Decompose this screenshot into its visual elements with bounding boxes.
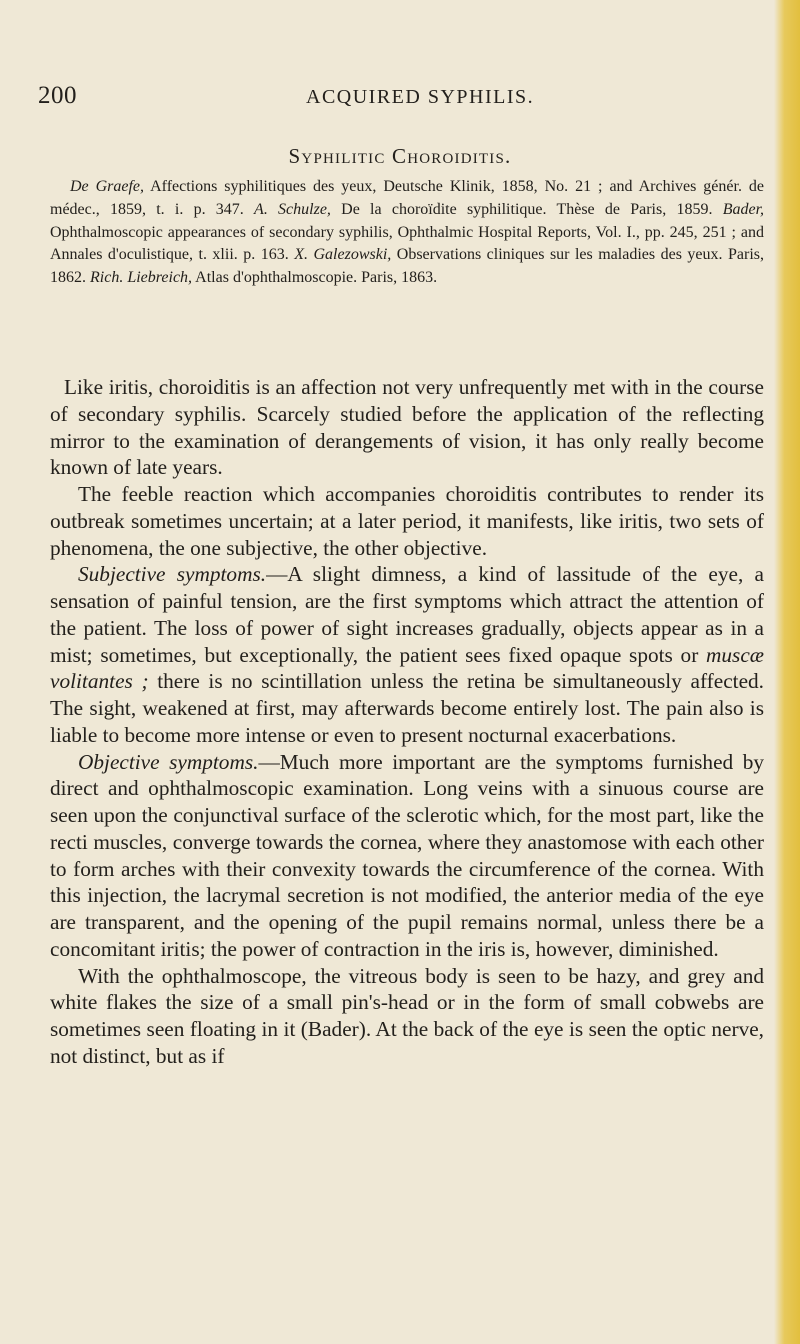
paragraph-text: The feeble reaction which accompanies choroiditis contributes to render its outbreak sometimes uncertain; at a later period, it manifests, like iritis, two sets of phenomena, the one subjective, the other objective.	[50, 482, 764, 560]
body-text	[50, 374, 764, 1070]
paragraph-ophthalmoscope	[50, 963, 764, 1070]
subheading-objective: Objective symptoms.	[78, 749, 259, 774]
bib-author: A. Schulze,	[254, 200, 331, 218]
bib-text: De la choroïdite syphilitique. Thèse de Paris, 1859.	[330, 200, 723, 218]
bib-text: Observations cliniques sur les maladies des yeux. Paris, 1862.	[50, 246, 765, 287]
paragraph-text: there is no scintillation unless the retina be simultaneously affected. The sight, weakened at first, may afterwards become entirely lost. The pain also is liable to become more intense or even to present nocturnal exacerbations.	[50, 669, 764, 747]
paragraph-objective	[50, 749, 764, 963]
bibliography	[50, 176, 764, 290]
bib-author: X. Galezowski,	[294, 246, 392, 264]
paragraph-text: —A slight dimness, a kind of lassitude of the eye, a sensation of painful tension, are the first symptoms which attract the attention of the patient. The loss of power of sight increases gradually, objects appear as in a mist; sometimes, but exceptionally, the patient sees fixed opaque spots or	[50, 562, 764, 667]
bib-author: De Graefe,	[70, 178, 145, 195]
page-edge-stain	[774, 0, 800, 1344]
subheading-subjective: Subjective symptoms.	[78, 562, 267, 587]
bib-text: Ophthalmoscopic appearances of secondary syphilis, Ophthalmic Hospital Reports, Vol. I., pp. 245, 251 ; and Annales d'oculistique, t. xlii. p. 163.	[50, 223, 764, 264]
paragraph-text: —Much more important are the symptoms furnished by direct and ophthalmoscopic examination. Long veins with a sinuous course are seen upon the conjunctival surface of the sclerotic which, for the most part, like the recti muscles, converge towards the cornea, where they anastomose with each other to form arches with their convexity towards the circumference of the cornea. With this injection, the lacrymal secretion is not modified, the anterior media of the eye are transparent, and the opening of the pupil remains normal, unless there be a concomitant iritis; the power of contraction in the iris is, however, diminished.	[50, 749, 764, 961]
paragraph-subjective	[50, 561, 764, 748]
paragraph-intro	[50, 374, 764, 481]
term-muscae: muscæ volitantes ;	[50, 642, 764, 694]
page-header	[38, 82, 778, 112]
bib-author: Bader,	[722, 200, 765, 218]
page-number: 200	[38, 82, 77, 109]
running-head: ACQUIRED SYPHILIS.	[306, 86, 535, 108]
bib-text: Atlas d'ophthalmoscopie. Paris, 1863.	[192, 269, 438, 287]
paragraph-reaction	[50, 481, 764, 561]
bib-author: Rich. Liebreich,	[90, 269, 193, 287]
paragraph-text: Like iritis, choroiditis is an affection not very unfrequently met with in the course of secondary syphilis. Scarcely studied before the application of the reflecting mirror to the examination of derangements of vision, it has only really become known of late years.	[50, 375, 764, 480]
bib-text: Affections syphilitiques des yeux, Deutsche Klinik, 1858, No. 21 ; and Archives génér. de médec., 1859, t. i. p. 347.	[50, 178, 765, 218]
section-title: Syphilitic Choroiditis.	[288, 144, 512, 168]
paragraph-text: With the ophthalmoscope, the vitreous body is seen to be hazy, and grey and white flakes the size of a small pin's-head or in the form of small cobwebs are sometimes seen floating in it (Bader). At the back of the eye is seen the optic nerve, not distinct, but as if	[50, 963, 764, 1068]
